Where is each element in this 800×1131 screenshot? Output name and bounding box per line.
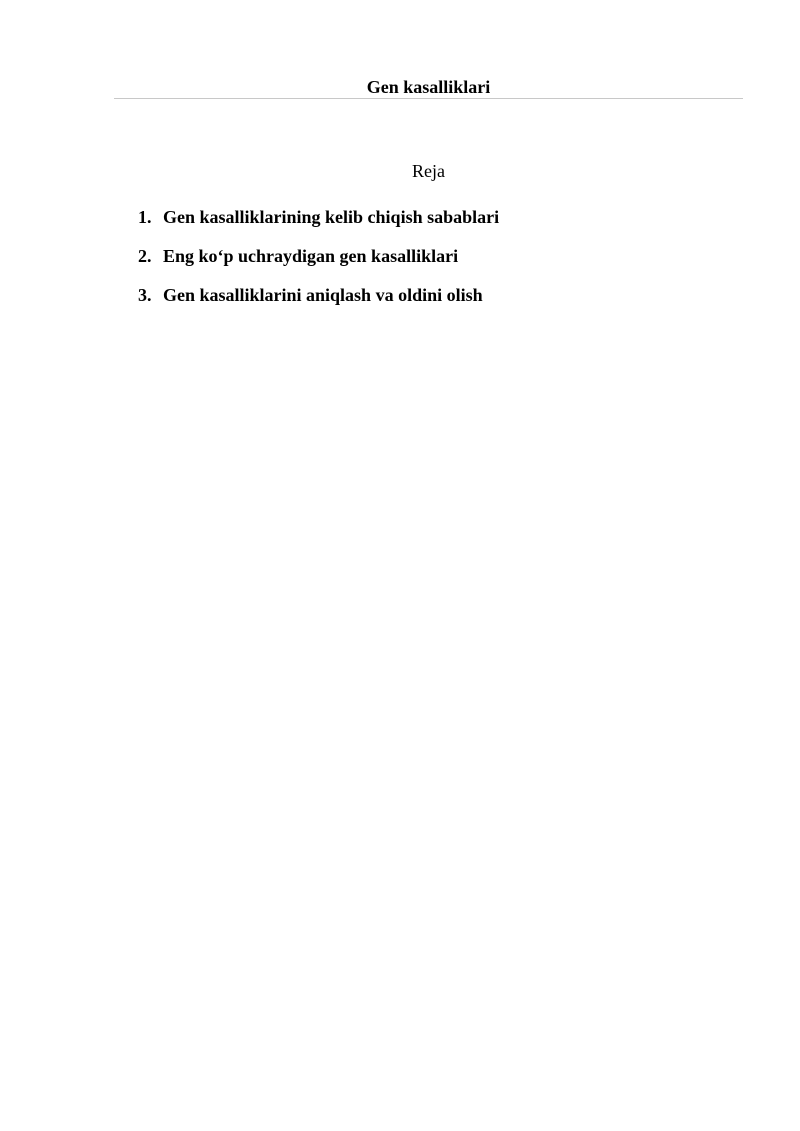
page-header — [114, 76, 743, 99]
list-item-text: Eng ko‘p uchraydigan gen kasalliklari — [163, 246, 459, 266]
page-title: Gen kasalliklari — [366, 77, 491, 97]
list-item-number: 3. — [138, 285, 152, 305]
list-item — [138, 205, 499, 244]
plan-heading: Reja — [412, 161, 445, 181]
list-item — [138, 283, 499, 322]
list-item-text: Gen kasalliklarining kelib chiqish sabablari — [163, 207, 500, 227]
list-item-number: 2. — [138, 246, 152, 266]
list-item-number: 1. — [138, 207, 152, 227]
list-item-text: Gen kasalliklarini aniqlash va oldini olish — [163, 285, 483, 305]
plan-list — [138, 205, 499, 322]
list-item — [138, 244, 499, 283]
